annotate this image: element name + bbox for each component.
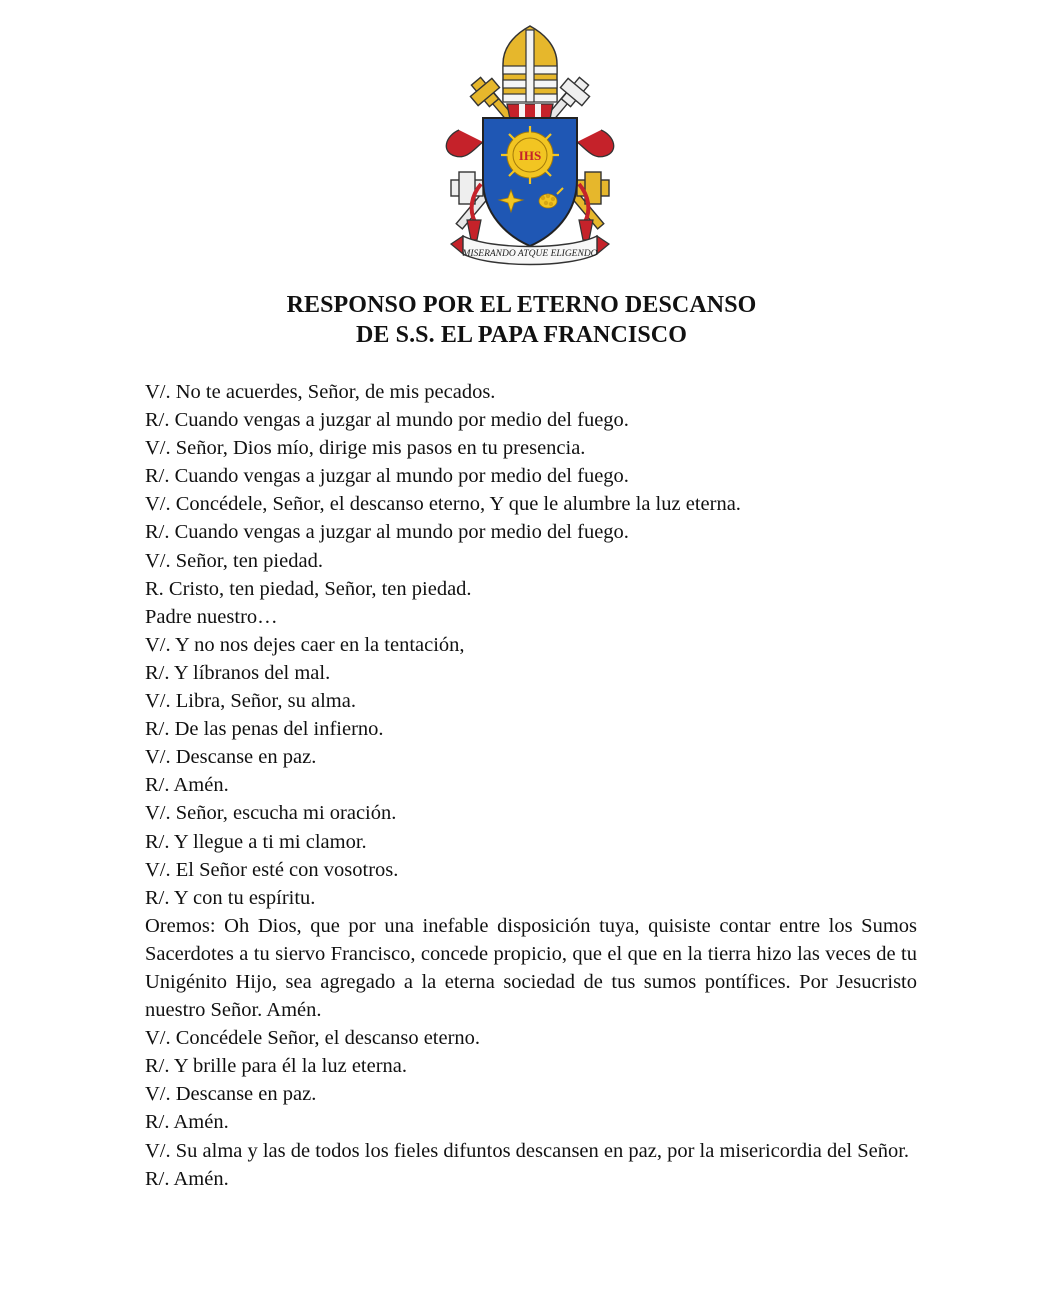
- response: R/. Amén.: [145, 1111, 229, 1134]
- versicle-final: V/. Su alma y las de todos los fieles difuntos descansen en paz, por la misericordia del Señor.: [145, 1139, 910, 1162]
- response: R/. Y llegue a ti mi clamor.: [145, 830, 367, 853]
- closing-prayer: Oremos: Oh Dios, que por una inefable disposición tuya, quisiste contar entre los Sumos Sacerdotes a tu siervo Francisco, concede propicio, que el que en la tierra hizo las veces de tu Unigénito Hijo, sea agregado a la eterna sociedad de tus sumos pontífices. Por Jesucristo nuestro Señor. Amén.: [145, 914, 917, 1022]
- sun-icon: [501, 126, 559, 184]
- versicle: V/. Descanse en paz.: [145, 1083, 317, 1106]
- versicle: V/. No te acuerdes, Señor, de mis pecados.: [145, 381, 496, 403]
- response: R/. Y brille para él la luz eterna.: [145, 1055, 408, 1078]
- ihs-monogram: IHS: [518, 148, 542, 163]
- response: R/. Cuando vengas a juzgar al mundo por medio del fuego.: [145, 409, 629, 432]
- response: R/. Amén.: [145, 774, 229, 797]
- prayer-text: [145, 378, 917, 1193]
- shield-icon: [483, 118, 577, 246]
- response: R/. Cuando vengas a juzgar al mundo por medio del fuego.: [145, 465, 629, 488]
- response: R/. Y líbranos del mal.: [145, 661, 331, 684]
- versicle: V/. El Señor esté con vosotros.: [145, 858, 399, 881]
- versicle: V/. Descanse en paz.: [145, 746, 317, 769]
- title-line-2: DE S.S. EL PAPA FRANCISCO: [356, 322, 687, 348]
- our-father-line: Padre nuestro…: [145, 605, 278, 628]
- versicle: V/. Concédele, Señor, el descanso eterno, Y que le alumbre la luz eterna.: [145, 493, 741, 516]
- title-line-1: RESPONSO POR EL ETERNO DESCANSO: [286, 292, 757, 318]
- versicle: V/. Señor, escucha mi oración.: [145, 802, 397, 825]
- page-title: [0, 290, 1043, 350]
- response: R. Cristo, ten piedad, Señor, ten piedad.: [145, 577, 472, 600]
- response: R/. Cuando vengas a juzgar al mundo por medio del fuego.: [145, 521, 629, 544]
- versicle: V/. Libra, Señor, su alma.: [145, 690, 356, 713]
- versicle: V/. Señor, ten piedad.: [145, 549, 323, 572]
- versicle: V/. Y no nos dejes caer en la tentación,: [145, 633, 465, 656]
- response: R/. De las penas del infierno.: [145, 718, 384, 741]
- response: R/. Y con tu espíritu.: [145, 886, 316, 909]
- versicle: V/. Concédele Señor, el descanso eterno.: [145, 1027, 481, 1050]
- motto-text: MISERANDO ATQUE ELIGENDO: [462, 249, 598, 259]
- response: R/. Amén.: [145, 1167, 229, 1190]
- papal-coat-of-arms: [441, 24, 619, 270]
- versicle: V/. Señor, Dios mío, dirige mis pasos en tu presencia.: [145, 437, 586, 460]
